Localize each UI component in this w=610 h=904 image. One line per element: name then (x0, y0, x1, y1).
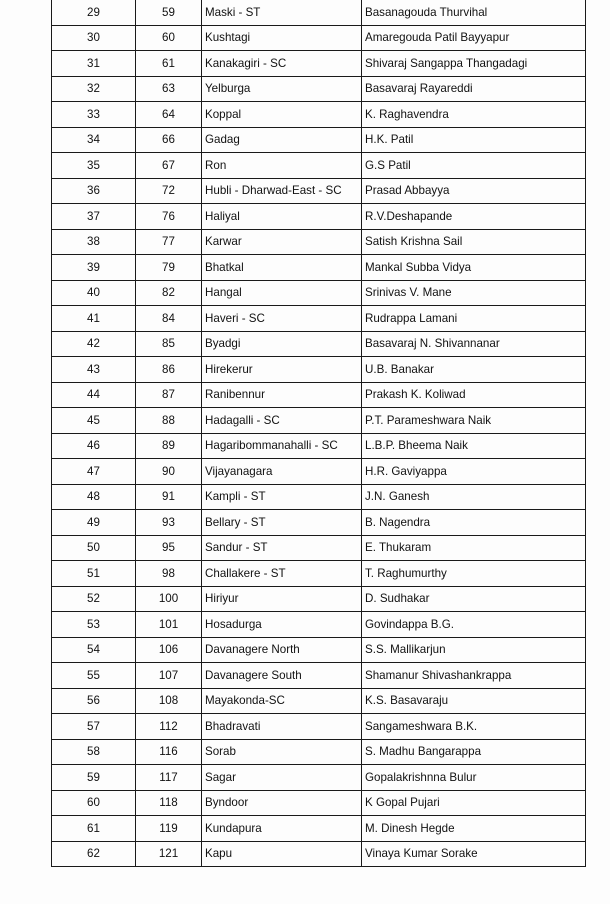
constituency-name-cell: Maski - ST (202, 0, 362, 25)
candidate-name-cell: Basavaraj N. Shivannanar (362, 331, 586, 357)
constituency-name-cell: Sorab (202, 739, 362, 765)
serial-number-cell: 60 (52, 790, 136, 816)
constituency-number-cell: 87 (136, 382, 202, 408)
table-row (52, 586, 586, 612)
constituency-name-cell: Hirekerur (202, 357, 362, 383)
constituency-name-cell: Challakere - ST (202, 561, 362, 587)
constituency-number-cell: 79 (136, 255, 202, 281)
constituency-number-cell: 121 (136, 841, 202, 867)
constituency-name-cell: Haveri - SC (202, 306, 362, 332)
candidate-name-cell: Srinivas V. Mane (362, 280, 586, 306)
candidate-name-cell: J.N. Ganesh (362, 484, 586, 510)
serial-number-cell: 55 (52, 663, 136, 689)
candidate-name-cell: M. Dinesh Hegde (362, 816, 586, 842)
constituency-number-cell: 116 (136, 739, 202, 765)
table-row (52, 433, 586, 459)
table-row (52, 510, 586, 536)
serial-number-cell: 36 (52, 178, 136, 204)
table-row (52, 841, 586, 867)
table-row (52, 739, 586, 765)
constituency-name-cell: Kundapura (202, 816, 362, 842)
serial-number-cell: 44 (52, 382, 136, 408)
candidate-name-cell: Govindappa B.G. (362, 612, 586, 638)
serial-number-cell: 50 (52, 535, 136, 561)
table-row (52, 51, 586, 77)
serial-number-cell: 52 (52, 586, 136, 612)
constituency-name-cell: Hosadurga (202, 612, 362, 638)
candidate-name-cell: K. Raghavendra (362, 102, 586, 128)
constituency-name-cell: Hagaribommanahalli - SC (202, 433, 362, 459)
candidate-name-cell: B. Nagendra (362, 510, 586, 536)
constituency-number-cell: 85 (136, 331, 202, 357)
constituency-number-cell: 84 (136, 306, 202, 332)
constituency-name-cell: Davanagere North (202, 637, 362, 663)
constituency-number-cell: 64 (136, 102, 202, 128)
candidate-name-cell: Basanagouda Thurvihal (362, 0, 586, 25)
candidate-name-cell: Gopalakrishnna Bulur (362, 765, 586, 791)
constituency-name-cell: Bhadravati (202, 714, 362, 740)
constituency-number-cell: 88 (136, 408, 202, 434)
constituency-number-cell: 93 (136, 510, 202, 536)
serial-number-cell: 51 (52, 561, 136, 587)
table-row (52, 484, 586, 510)
table-row (52, 714, 586, 740)
candidate-table (51, 0, 586, 867)
candidate-name-cell: P.T. Parameshwara Naik (362, 408, 586, 434)
candidate-name-cell: Prakash K. Koliwad (362, 382, 586, 408)
constituency-number-cell: 63 (136, 76, 202, 102)
candidate-name-cell: Rudrappa Lamani (362, 306, 586, 332)
serial-number-cell: 29 (52, 0, 136, 25)
constituency-name-cell: Byndoor (202, 790, 362, 816)
constituency-number-cell: 59 (136, 0, 202, 25)
candidate-name-cell: K.S. Basavaraju (362, 688, 586, 714)
table-row (52, 382, 586, 408)
constituency-number-cell: 72 (136, 178, 202, 204)
candidate-name-cell: H.R. Gaviyappa (362, 459, 586, 485)
table-row (52, 229, 586, 255)
candidate-name-cell: S.S. Mallikarjun (362, 637, 586, 663)
candidate-name-cell: Amaregouda Patil Bayyapur (362, 25, 586, 51)
table-row (52, 408, 586, 434)
constituency-name-cell: Haliyal (202, 204, 362, 230)
candidate-name-cell: T. Raghumurthy (362, 561, 586, 587)
constituency-name-cell: Byadgi (202, 331, 362, 357)
table-row (52, 280, 586, 306)
serial-number-cell: 41 (52, 306, 136, 332)
constituency-number-cell: 119 (136, 816, 202, 842)
constituency-name-cell: Koppal (202, 102, 362, 128)
constituency-name-cell: Vijayanagara (202, 459, 362, 485)
serial-number-cell: 31 (52, 51, 136, 77)
constituency-name-cell: Kushtagi (202, 25, 362, 51)
constituency-number-cell: 61 (136, 51, 202, 77)
constituency-name-cell: Yelburga (202, 76, 362, 102)
constituency-number-cell: 95 (136, 535, 202, 561)
serial-number-cell: 57 (52, 714, 136, 740)
serial-number-cell: 37 (52, 204, 136, 230)
table-row (52, 790, 586, 816)
candidate-name-cell: Basavaraj Rayareddi (362, 76, 586, 102)
constituency-name-cell: Karwar (202, 229, 362, 255)
candidate-name-cell: Vinaya Kumar Sorake (362, 841, 586, 867)
serial-number-cell: 30 (52, 25, 136, 51)
serial-number-cell: 58 (52, 739, 136, 765)
serial-number-cell: 47 (52, 459, 136, 485)
constituency-number-cell: 107 (136, 663, 202, 689)
serial-number-cell: 61 (52, 816, 136, 842)
constituency-name-cell: Davanagere South (202, 663, 362, 689)
serial-number-cell: 35 (52, 153, 136, 179)
serial-number-cell: 45 (52, 408, 136, 434)
constituency-number-cell: 82 (136, 280, 202, 306)
candidate-name-cell: Satish Krishna Sail (362, 229, 586, 255)
constituency-name-cell: Ron (202, 153, 362, 179)
constituency-number-cell: 60 (136, 25, 202, 51)
constituency-number-cell: 117 (136, 765, 202, 791)
constituency-number-cell: 90 (136, 459, 202, 485)
table-row (52, 127, 586, 153)
constituency-number-cell: 112 (136, 714, 202, 740)
table-row (52, 459, 586, 485)
constituency-name-cell: Bellary - ST (202, 510, 362, 536)
table-row (52, 357, 586, 383)
constituency-name-cell: Kanakagiri - SC (202, 51, 362, 77)
table-row (52, 306, 586, 332)
table-row (52, 535, 586, 561)
constituency-name-cell: Hangal (202, 280, 362, 306)
candidate-name-cell: K Gopal Pujari (362, 790, 586, 816)
constituency-number-cell: 86 (136, 357, 202, 383)
candidate-name-cell: E. Thukaram (362, 535, 586, 561)
table-row (52, 255, 586, 281)
constituency-name-cell: Kampli - ST (202, 484, 362, 510)
constituency-number-cell: 98 (136, 561, 202, 587)
candidate-name-cell: G.S Patil (362, 153, 586, 179)
serial-number-cell: 38 (52, 229, 136, 255)
table-row (52, 663, 586, 689)
candidate-name-cell: D. Sudhakar (362, 586, 586, 612)
table-row (52, 25, 586, 51)
constituency-name-cell: Hiriyur (202, 586, 362, 612)
constituency-name-cell: Sagar (202, 765, 362, 791)
serial-number-cell: 40 (52, 280, 136, 306)
candidate-table-body (52, 0, 586, 867)
candidate-name-cell: R.V.Deshapande (362, 204, 586, 230)
table-row (52, 204, 586, 230)
constituency-number-cell: 100 (136, 586, 202, 612)
table-row (52, 612, 586, 638)
serial-number-cell: 48 (52, 484, 136, 510)
constituency-name-cell: Hadagalli - SC (202, 408, 362, 434)
constituency-number-cell: 101 (136, 612, 202, 638)
candidate-name-cell: Mankal Subba Vidya (362, 255, 586, 281)
table-row (52, 331, 586, 357)
serial-number-cell: 53 (52, 612, 136, 638)
constituency-number-cell: 76 (136, 204, 202, 230)
constituency-name-cell: Sandur - ST (202, 535, 362, 561)
candidate-name-cell: L.B.P. Bheema Naik (362, 433, 586, 459)
candidate-name-cell: Shivaraj Sangappa Thangadagi (362, 51, 586, 77)
candidate-name-cell: U.B. Banakar (362, 357, 586, 383)
constituency-name-cell: Gadag (202, 127, 362, 153)
serial-number-cell: 39 (52, 255, 136, 281)
table-row (52, 688, 586, 714)
table-row (52, 178, 586, 204)
constituency-number-cell: 66 (136, 127, 202, 153)
table-row (52, 76, 586, 102)
serial-number-cell: 42 (52, 331, 136, 357)
candidate-name-cell: Shamanur Shivashankrappa (362, 663, 586, 689)
constituency-number-cell: 106 (136, 637, 202, 663)
table-row (52, 153, 586, 179)
serial-number-cell: 54 (52, 637, 136, 663)
candidate-name-cell: H.K. Patil (362, 127, 586, 153)
serial-number-cell: 62 (52, 841, 136, 867)
table-row (52, 0, 586, 25)
constituency-name-cell: Kapu (202, 841, 362, 867)
constituency-name-cell: Mayakonda-SC (202, 688, 362, 714)
constituency-name-cell: Ranibennur (202, 382, 362, 408)
table-row (52, 816, 586, 842)
serial-number-cell: 56 (52, 688, 136, 714)
serial-number-cell: 46 (52, 433, 136, 459)
constituency-number-cell: 67 (136, 153, 202, 179)
constituency-number-cell: 118 (136, 790, 202, 816)
serial-number-cell: 33 (52, 102, 136, 128)
serial-number-cell: 59 (52, 765, 136, 791)
serial-number-cell: 49 (52, 510, 136, 536)
serial-number-cell: 34 (52, 127, 136, 153)
table-row (52, 102, 586, 128)
serial-number-cell: 43 (52, 357, 136, 383)
candidate-name-cell: S. Madhu Bangarappa (362, 739, 586, 765)
table-row (52, 561, 586, 587)
constituency-number-cell: 108 (136, 688, 202, 714)
constituency-name-cell: Hubli - Dharwad-East - SC (202, 178, 362, 204)
candidate-name-cell: Sangameshwara B.K. (362, 714, 586, 740)
constituency-number-cell: 89 (136, 433, 202, 459)
constituency-name-cell: Bhatkal (202, 255, 362, 281)
table-row (52, 637, 586, 663)
candidate-name-cell: Prasad Abbayya (362, 178, 586, 204)
constituency-number-cell: 91 (136, 484, 202, 510)
constituency-number-cell: 77 (136, 229, 202, 255)
table-row (52, 765, 586, 791)
serial-number-cell: 32 (52, 76, 136, 102)
